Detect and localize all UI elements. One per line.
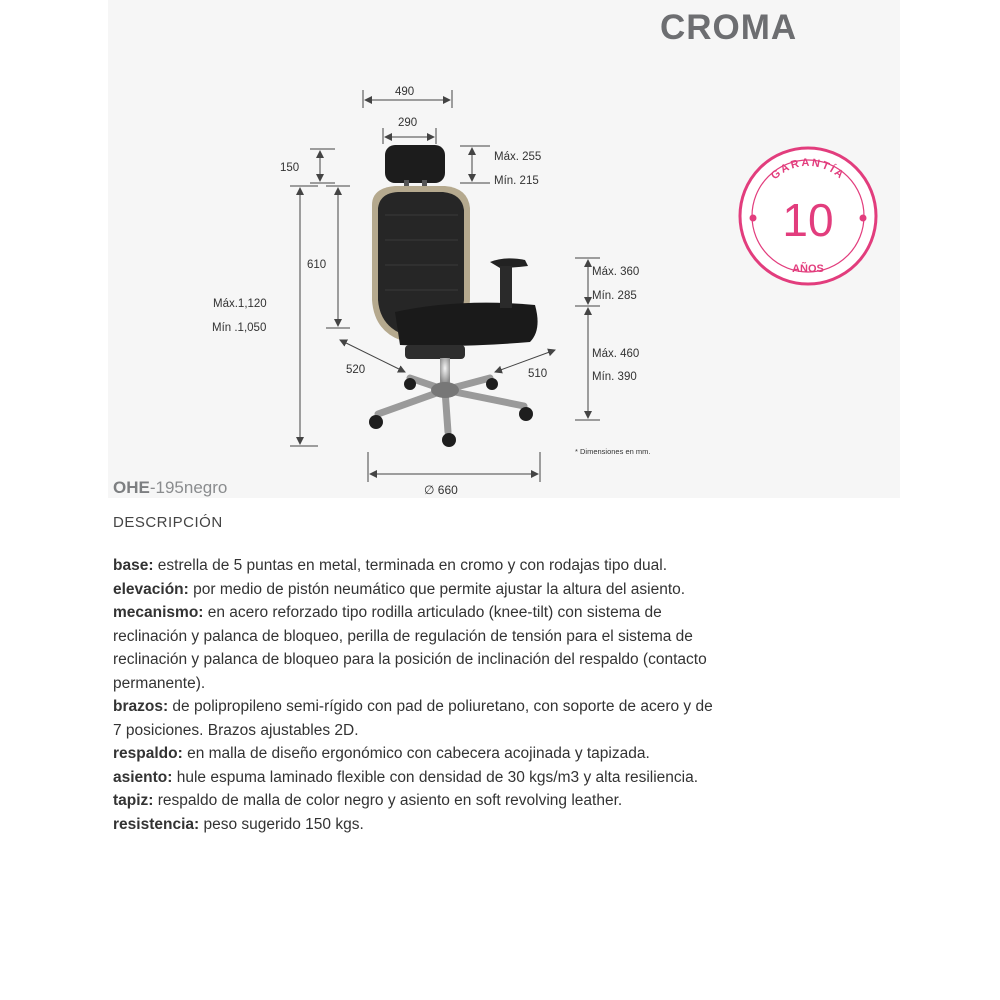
spec-text: peso sugerido 150 kgs.: [199, 815, 364, 833]
dim-headrest-height: 150: [280, 162, 300, 174]
spec-label: tapiz:: [113, 792, 154, 809]
warranty-top-text: GARANTÍA: [768, 156, 848, 183]
spec-item: [113, 578, 713, 602]
spec-label: asiento:: [113, 768, 173, 786]
spec-item: [113, 813, 713, 837]
section-title: DESCRIPCIÓN: [113, 514, 223, 531]
dim-headrest-max: Máx. 255: [494, 151, 542, 163]
dim-seat-max: Máx. 460: [592, 348, 640, 360]
dim-depth-left: 520: [346, 364, 366, 376]
dim-seat-min: Mín. 390: [592, 371, 637, 383]
spec-item: [113, 695, 713, 742]
brand-logo: CROMA: [660, 8, 798, 47]
warranty-bottom-text: AÑOS: [792, 263, 824, 275]
spec-text: en malla de diseño ergonómico con cabecera acojinada y tapizada.: [182, 745, 650, 762]
spec-text: de polipropileno semi-rígido con pad de poliuretano, con soporte de acero y de 7 posiciones. Brazos ajustables 2D.: [113, 698, 713, 739]
dim-back-height: 610: [307, 259, 327, 271]
spec-text: en acero reforzado tipo rodilla articulado (knee-tilt) con sistema de reclinación y palanca de bloqueo, perilla de regulación de tensión para el sistema de reclinación y palanca de bloqueo para la posición de inclinación del respaldo (contacto permanente).: [113, 604, 707, 692]
chair-illustration: [369, 145, 538, 447]
dim-headrest-min: Mín. 215: [494, 175, 539, 187]
spec-label: respaldo:: [113, 745, 183, 762]
dim-total-max: Máx.1,120: [213, 298, 267, 310]
warranty-seal: [740, 148, 876, 284]
spec-label: mecanismo:: [113, 604, 204, 621]
model-code: OHE: [113, 478, 150, 497]
warranty-number: 10: [782, 194, 834, 246]
dim-note: * Dimensiones en mm.: [575, 447, 651, 456]
spec-label: elevación:: [113, 580, 189, 598]
model-name: [113, 478, 227, 498]
spec-label: base:: [113, 557, 154, 574]
spec-list: [113, 554, 713, 836]
spec-item: [113, 601, 713, 695]
spec-text: respaldo de malla de color negro y asiento en soft revolving leather.: [153, 792, 623, 809]
dim-depth-right: 510: [528, 368, 548, 380]
dim-total-min: Mín .1,050: [212, 322, 267, 334]
spec-text: estrella de 5 puntas en metal, terminada en cromo y con rodajas tipo dual.: [153, 557, 668, 574]
dim-base-diameter: ∅ 660: [424, 483, 458, 497]
model-suffix: -195negro: [149, 478, 228, 497]
spec-item: [113, 766, 713, 790]
spec-item: [113, 742, 713, 766]
spec-item: [113, 554, 713, 578]
dim-arm-min: Mín. 285: [592, 290, 637, 302]
spec-text: hule espuma laminado flexible con densidad de 30 kgs/m3 y alta resiliencia.: [172, 768, 699, 786]
spec-label: brazos:: [113, 698, 169, 715]
spec-text: por medio de pistón neumático que permite ajustar la altura del asiento.: [188, 580, 686, 598]
spec-label: resistencia:: [113, 815, 200, 833]
spec-item: [113, 789, 713, 813]
dim-width-back: 290: [398, 117, 418, 129]
dim-width-overall: 490: [395, 86, 415, 98]
dim-arm-max: Máx. 360: [592, 266, 640, 278]
